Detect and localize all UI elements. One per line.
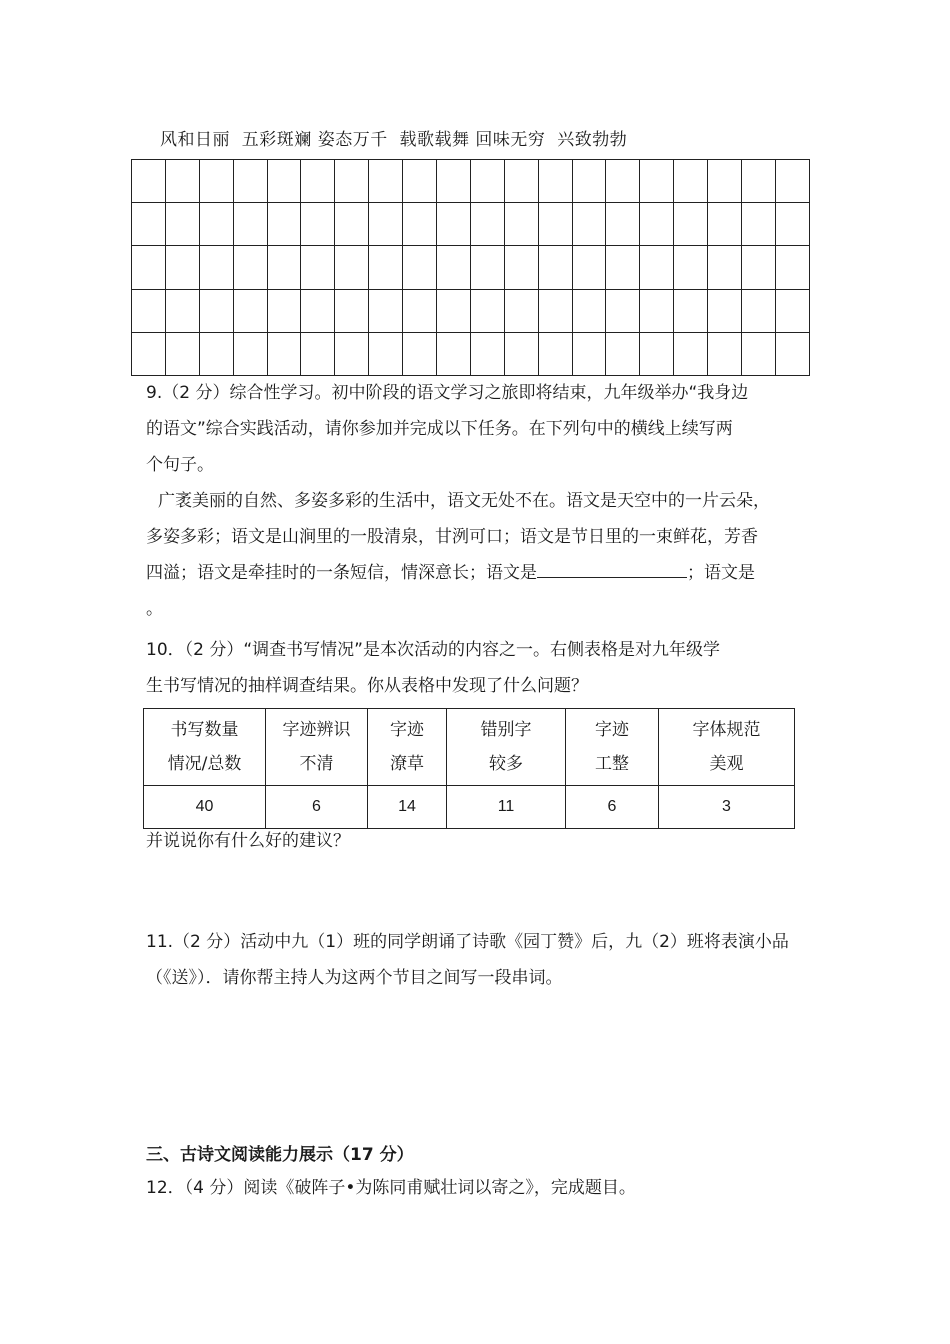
grid-cell[interactable] (470, 160, 504, 203)
grid-cell[interactable] (572, 289, 606, 332)
grid-cell[interactable] (606, 332, 640, 375)
grid-cell[interactable] (504, 289, 538, 332)
grid-cell[interactable] (267, 203, 301, 246)
grid-cell[interactable] (572, 246, 606, 289)
grid-cell[interactable] (199, 332, 233, 375)
grid-cell[interactable] (470, 203, 504, 246)
grid-cell[interactable] (674, 289, 708, 332)
question-12: 12．（4 分）阅读《破阵子•为陈同甫赋壮词以寄之》，完成题目。 (146, 1178, 636, 1198)
grid-cell[interactable] (640, 203, 674, 246)
q9-line-6 (146, 555, 770, 591)
grid-cell[interactable] (132, 203, 166, 246)
header-cell: 错别字 较多 (447, 709, 566, 786)
grid-cell[interactable] (504, 160, 538, 203)
grid-cell[interactable] (369, 246, 403, 289)
grid-row (132, 160, 810, 203)
grid-cell[interactable] (132, 246, 166, 289)
grid-cell[interactable] (301, 160, 335, 203)
grid-cell[interactable] (233, 160, 267, 203)
grid-cell[interactable] (538, 246, 572, 289)
grid-cell[interactable] (538, 160, 572, 203)
grid-cell[interactable] (165, 246, 199, 289)
q10-line-2: 生书写情况的抽样调查结果。你从表格中发现了什么问题？ (146, 676, 588, 696)
grid-cell[interactable] (775, 203, 809, 246)
answer-blank-1[interactable] (537, 557, 687, 578)
grid-cell[interactable] (708, 289, 742, 332)
grid-cell[interactable] (470, 289, 504, 332)
grid-cell[interactable] (369, 160, 403, 203)
grid-cell[interactable] (504, 246, 538, 289)
grid-cell[interactable] (606, 246, 640, 289)
grid-cell[interactable] (640, 332, 674, 375)
grid-cell[interactable] (775, 332, 809, 375)
grid-cell[interactable] (640, 289, 674, 332)
grid-cell[interactable] (369, 332, 403, 375)
writing-survey-table (143, 708, 795, 829)
grid-cell[interactable] (470, 246, 504, 289)
grid-cell[interactable] (775, 160, 809, 203)
grid-cell[interactable] (572, 160, 606, 203)
grid-cell[interactable] (538, 203, 572, 246)
grid-cell[interactable] (742, 246, 776, 289)
grid-row (132, 289, 810, 332)
grid-cell[interactable] (708, 246, 742, 289)
grid-cell[interactable] (437, 332, 471, 375)
grid-row (132, 203, 810, 246)
grid-row (132, 246, 810, 289)
grid-cell[interactable] (335, 332, 369, 375)
grid-cell[interactable] (199, 246, 233, 289)
grid-cell[interactable] (742, 332, 776, 375)
grid-cell[interactable] (708, 203, 742, 246)
value-cell: 6 (266, 786, 368, 829)
grid-cell[interactable] (335, 160, 369, 203)
grid-cell[interactable] (199, 289, 233, 332)
grid-cell[interactable] (437, 289, 471, 332)
grid-cell[interactable] (301, 246, 335, 289)
grid-cell[interactable] (165, 289, 199, 332)
grid-cell[interactable] (437, 203, 471, 246)
grid-cell[interactable] (708, 160, 742, 203)
header-cell: 字迹 潦草 (368, 709, 447, 786)
grid-cell[interactable] (301, 203, 335, 246)
grid-cell[interactable] (267, 289, 301, 332)
grid-cell[interactable] (403, 203, 437, 246)
writing-grid (131, 159, 810, 376)
grid-cell[interactable] (606, 203, 640, 246)
question-9 (146, 375, 770, 627)
grid-cell[interactable] (132, 160, 166, 203)
grid-cell[interactable] (572, 203, 606, 246)
q9-line-4: 广袤美丽的自然、多姿多彩的生活中，语文无处不在。语文是天空中的一片云朵， (158, 491, 770, 511)
grid-cell[interactable] (674, 160, 708, 203)
grid-cell[interactable] (504, 203, 538, 246)
grid-cell[interactable] (775, 246, 809, 289)
grid-cell[interactable] (233, 332, 267, 375)
grid-cell[interactable] (301, 289, 335, 332)
grid-cell[interactable] (674, 332, 708, 375)
grid-cell[interactable] (437, 246, 471, 289)
grid-cell[interactable] (335, 203, 369, 246)
grid-cell[interactable] (606, 289, 640, 332)
grid-cell[interactable] (403, 160, 437, 203)
grid-cell[interactable] (572, 332, 606, 375)
grid-cell[interactable] (403, 289, 437, 332)
q9-line-5: 多姿多彩；语文是山涧里的一股清泉，甘洌可口；语文是节日里的一束鲜花，芳香 (146, 527, 758, 547)
q10-followup: 并说说你有什么好的建议？ (146, 831, 350, 851)
grid-cell[interactable] (742, 203, 776, 246)
grid-cell[interactable] (165, 160, 199, 203)
grid-cell[interactable] (640, 160, 674, 203)
grid-cell[interactable] (403, 332, 437, 375)
grid-cell[interactable] (199, 203, 233, 246)
grid-cell[interactable] (233, 203, 267, 246)
value-cell: 14 (368, 786, 447, 829)
q9-line-6-text: 四溢；语文是牵挂时的一条短信，情深意长；语文是 (146, 563, 537, 583)
grid-cell[interactable] (267, 332, 301, 375)
grid-cell[interactable] (640, 246, 674, 289)
q9-line-7: 。 (146, 599, 163, 619)
grid-cell[interactable] (267, 160, 301, 203)
grid-cell[interactable] (538, 289, 572, 332)
grid-cell[interactable] (132, 332, 166, 375)
value-cell: 6 (566, 786, 659, 829)
q9-line-1: 9.（2 分）综合性学习。初中阶段的语文学习之旅即将结束，九年级举办“我身边 (146, 383, 749, 403)
section-3-heading: 三、古诗文阅读能力展示（17 分） (146, 1145, 414, 1165)
question-10 (146, 632, 720, 704)
grid-cell[interactable] (233, 246, 267, 289)
grid-cell[interactable] (132, 289, 166, 332)
grid-row (132, 332, 810, 375)
grid-cell[interactable] (335, 289, 369, 332)
header-cell: 字迹辨识 不清 (266, 709, 368, 786)
grid-cell[interactable] (335, 246, 369, 289)
q11-line-1: 11.（2 分）活动中九（1）班的同学朗诵了诗歌《园丁赞》后，九（2）班将表演小品 (146, 932, 789, 952)
grid-cell[interactable] (403, 246, 437, 289)
grid-cell[interactable] (437, 160, 471, 203)
q9-line-6-tail: ；语文是 (687, 563, 755, 583)
grid-cell[interactable] (504, 332, 538, 375)
grid-cell[interactable] (267, 246, 301, 289)
grid-cell[interactable] (470, 332, 504, 375)
grid-cell[interactable] (165, 203, 199, 246)
value-cell: 40 (144, 786, 266, 829)
grid-cell[interactable] (538, 332, 572, 375)
q9-line-3: 个句子。 (146, 455, 214, 475)
grid-cell[interactable] (199, 160, 233, 203)
grid-cell[interactable] (674, 246, 708, 289)
grid-cell[interactable] (606, 160, 640, 203)
q9-line-2: 的语文”综合实践活动，请你参加并完成以下任务。在下列句中的横线上续写两 (146, 419, 733, 439)
question-11 (146, 924, 789, 996)
grid-cell[interactable] (369, 289, 403, 332)
idiom-word-list: 风和日丽 五彩斑斓 姿态万千 载歌载舞 回味无穷 兴致勃勃 (160, 130, 628, 150)
q11-line-2: （《送》）．请你帮主持人为这两个节目之间写一段串词。 (146, 968, 563, 988)
grid-cell[interactable] (708, 332, 742, 375)
header-cell: 书写数量 情况/总数 (144, 709, 266, 786)
value-cell: 3 (659, 786, 795, 829)
header-cell: 字迹 工整 (566, 709, 659, 786)
q10-line-1: 10．（2 分）“调查书写情况”是本次活动的内容之一。右侧表格是对九年级学 (146, 640, 720, 660)
grid-cell[interactable] (775, 289, 809, 332)
grid-cell[interactable] (233, 289, 267, 332)
grid-cell[interactable] (165, 332, 199, 375)
value-cell: 11 (447, 786, 566, 829)
grid-cell[interactable] (742, 289, 776, 332)
grid-cell[interactable] (301, 332, 335, 375)
header-cell: 字体规范 美观 (659, 709, 795, 786)
grid-cell[interactable] (369, 203, 403, 246)
grid-cell[interactable] (674, 203, 708, 246)
grid-cell[interactable] (742, 160, 776, 203)
